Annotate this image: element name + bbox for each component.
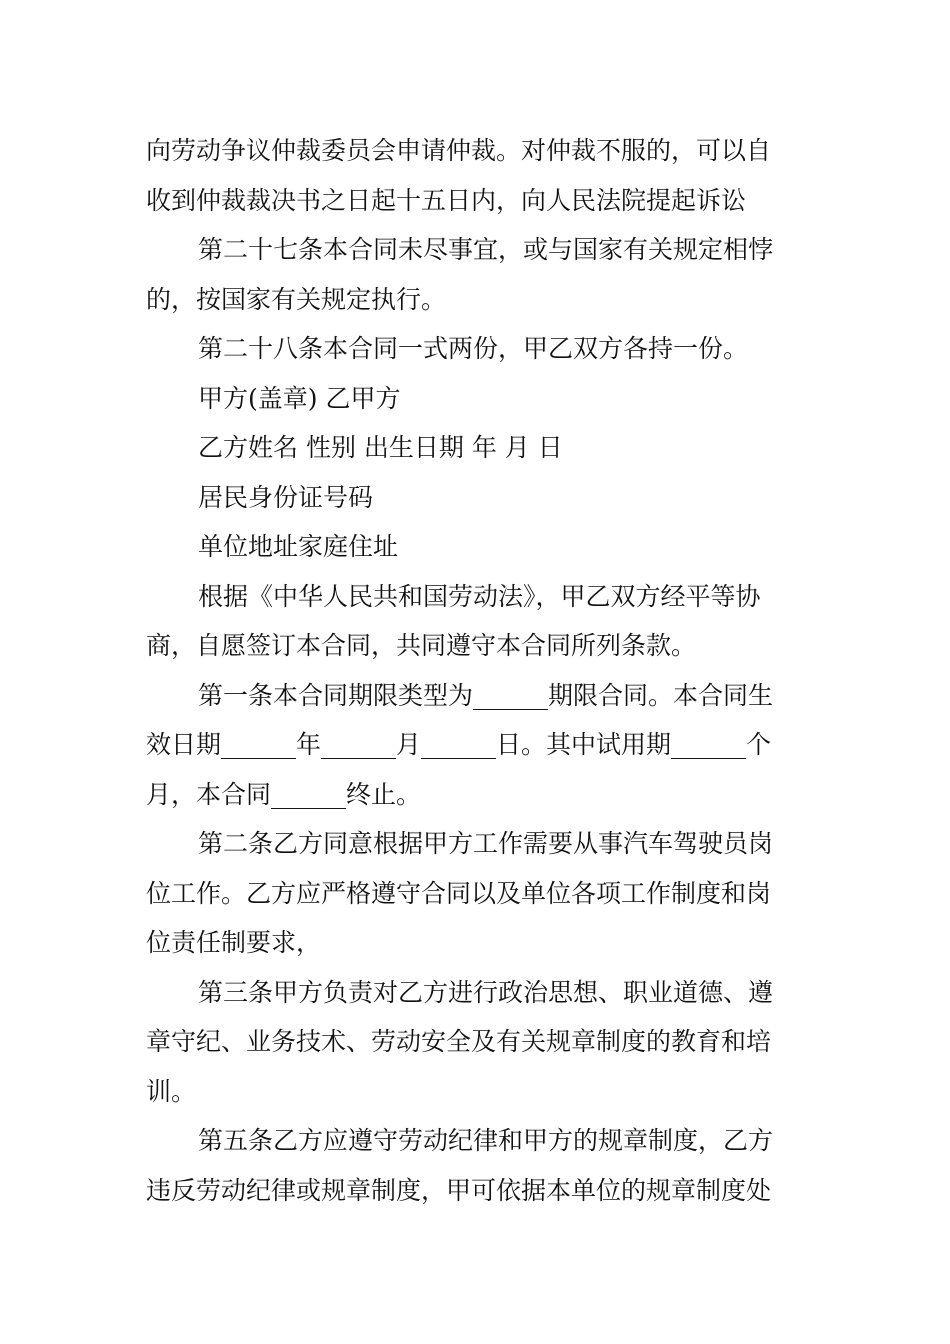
paragraph-article-5 xyxy=(146,1116,806,1215)
paragraph-party-b-info xyxy=(146,423,806,473)
paragraph-article-27 xyxy=(146,225,806,324)
text-line: 位责任制要求， xyxy=(146,928,322,957)
text-line: 第二十七条本合同未尽事宜，或与国家有关规定相悖 xyxy=(198,235,774,264)
text-line: 位工作。乙方应严格遵守合同以及单位各项工作制度和岗 xyxy=(146,878,772,908)
text-line: 第三条甲方负责对乙方进行政治思想、职业道德、遵 xyxy=(198,977,774,1007)
paragraph-id-number xyxy=(146,473,806,523)
text-line: 甲方(盖章) 乙甲方 xyxy=(198,383,401,413)
text-line: 根据《中华人民共和国劳动法》，甲乙双方经平等协 xyxy=(198,581,761,611)
text-line: 的，按国家有关规定执行。 xyxy=(146,284,447,314)
text-line: 第二十八条本合同一式两份，甲乙双方各持一份。 xyxy=(198,334,749,363)
text-line: 第一条本合同期限类型为______期限合同。本合同生 xyxy=(198,680,774,710)
text-line: 单位地址家庭住址 xyxy=(198,532,399,561)
paragraph-article-3 xyxy=(146,968,806,1117)
paragraph-article-28 xyxy=(146,324,806,374)
text-line: 第二条乙方同意根据甲方工作需要从事汽车驾驶员岗 xyxy=(198,829,774,858)
text-line: 乙方姓名 性别 出生日期 年 月 日 xyxy=(198,433,563,462)
text-line: 第五条乙方应遵守劳动纪律和甲方的规章制度，乙方 xyxy=(198,1126,774,1155)
text-line: 收到仲裁裁决书之日起十五日内，向人民法院提起诉讼 xyxy=(146,185,747,215)
text-line: 效日期______年______月______日。其中试用期______个 xyxy=(146,730,772,759)
paragraph-article-1 xyxy=(146,671,806,820)
paragraph-address xyxy=(146,522,806,572)
text-line: 向劳动争议仲裁委员会申请仲裁。对仲裁不服的，可以自 xyxy=(146,136,772,165)
paragraph-preamble xyxy=(146,572,806,671)
paragraph-article-2 xyxy=(146,819,806,968)
text-line: 商，自愿签订本合同，共同遵守本合同所列条款。 xyxy=(146,631,697,660)
text-line: 月，本合同______终止。 xyxy=(146,779,422,809)
text-line: 训。 xyxy=(146,1076,197,1106)
text-line: 违反劳动纪律或规章制度，甲可依据本单位的规章制度处 xyxy=(146,1175,772,1205)
text-line: 章守纪、业务技术、劳动安全及有关规章制度的教育和培 xyxy=(146,1027,772,1056)
document-body xyxy=(146,126,806,1215)
text-line: 居民身份证号码 xyxy=(198,482,374,512)
paragraph-arbitration-continued xyxy=(146,126,806,225)
paragraph-party-a-seal xyxy=(146,374,806,424)
